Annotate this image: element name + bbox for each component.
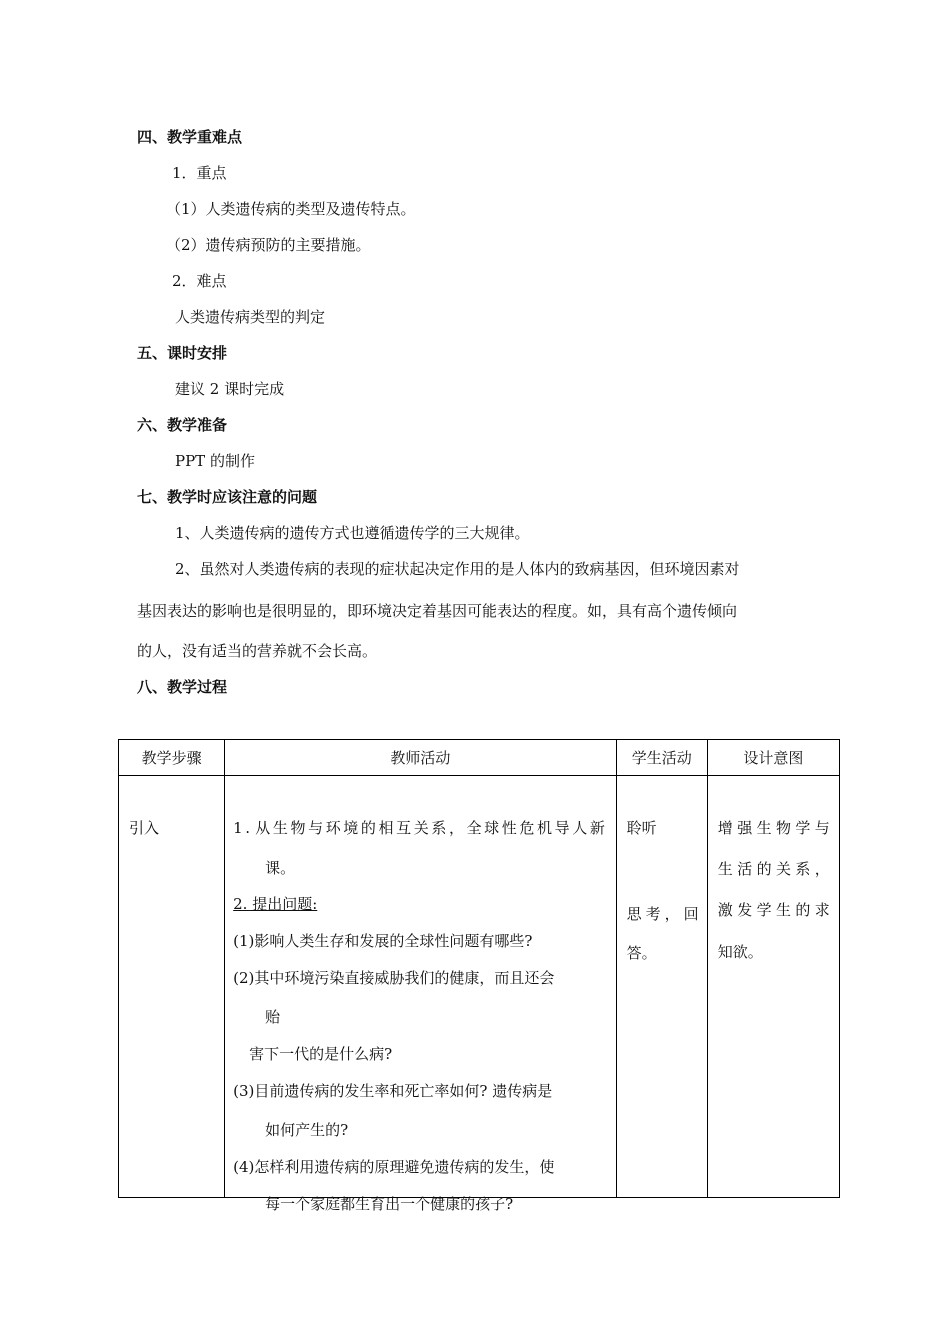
- student-line-2: 思 考 ， 回: [626, 905, 699, 923]
- section-7-title: 七、教学时应该注意的问题: [137, 488, 318, 506]
- table-header-row: [119, 740, 840, 776]
- teaching-process-table: [118, 739, 840, 1213]
- intent-line-3: 激 发 学 生 的 求: [717, 901, 830, 919]
- table-row: [119, 776, 840, 1198]
- key-points-label: 1．重点: [172, 164, 227, 182]
- teacher-line-4: (1)影响人类生存和发展的全球性问题有哪些?: [233, 932, 533, 950]
- teacher-line-1: 1 . 从 生 物 与 环 境 的 相 互 关 系 ， 全 球 性 危 机 导 人 新: [233, 819, 605, 837]
- teacher-line-8: (3)目前遗传病的发生率和死亡率如何? 遗传病是: [233, 1082, 553, 1100]
- note-2-line-3: 的人，没有适当的营养就不会长高。: [137, 642, 378, 660]
- student-line-3: 答。: [626, 944, 657, 962]
- intent-line-1: 增 强 生 物 学 与: [717, 819, 830, 837]
- teacher-line-2: 课。: [265, 859, 296, 877]
- intent-line-4: 知欲。: [717, 943, 763, 961]
- teacher-line-5: (2)其中环境污染直接威胁我们的健康，而且还会: [233, 969, 555, 987]
- header-student-activity: 学生活动: [616, 740, 707, 776]
- header-step: 教学步骤: [119, 740, 225, 776]
- preparation-text: PPT 的制作: [175, 452, 255, 470]
- teacher-line-11: 每一个家庭都生育出一个健康的孩子?: [265, 1195, 514, 1213]
- schedule-text: 建议 2 课时完成: [175, 380, 285, 398]
- section-5-title: 五、课时安排: [137, 344, 228, 362]
- teacher-line-9: 如何产生的?: [265, 1121, 349, 1139]
- section-6-title: 六、教学准备: [137, 416, 228, 434]
- difficulty-label: 2．难点: [172, 272, 227, 290]
- student-line-1: 聆听: [626, 819, 657, 837]
- header-design-intent: 设计意图: [707, 740, 839, 776]
- note-2-line-2: 基因表达的影响也是很明显的，即环境决定着基因可能表达的程度。如，具有高个遗传倾向: [137, 602, 738, 620]
- design-intent-cell: [707, 776, 839, 1198]
- section-8-title: 八、教学过程: [137, 678, 228, 696]
- step-text: 引入: [129, 819, 160, 837]
- note-1: 1、人类遗传病的遗传方式也遵循遗传学的三大规律。: [175, 524, 530, 542]
- section-4-title: 四、教学重难点: [137, 128, 243, 146]
- note-2-line-1: 2、虽然对人类遗传病的表现的症状起决定作用的是人体内的致病基因，但环境因素对: [175, 560, 740, 578]
- teacher-activity-cell: [225, 776, 617, 1213]
- teacher-line-10: (4)怎样利用遗传病的原理避免遗传病的发生，使: [233, 1158, 555, 1176]
- intent-line-2: 生 活 的 关 系 ，: [717, 860, 830, 878]
- student-activity-cell: [616, 776, 707, 1198]
- key-point-1: （1）人类遗传病的类型及遗传特点。: [166, 200, 416, 218]
- difficulty-text: 人类遗传病类型的判定: [175, 308, 326, 326]
- header-teacher-activity: 教师活动: [225, 740, 617, 776]
- teacher-line-3: 2. 提出问题:: [233, 895, 318, 913]
- teacher-line-7: 害下一代的是什么病?: [249, 1045, 393, 1063]
- step-cell: [119, 776, 225, 1198]
- teacher-line-6: 贻: [265, 1008, 281, 1026]
- key-point-2: （2）遗传病预防的主要措施。: [166, 236, 371, 254]
